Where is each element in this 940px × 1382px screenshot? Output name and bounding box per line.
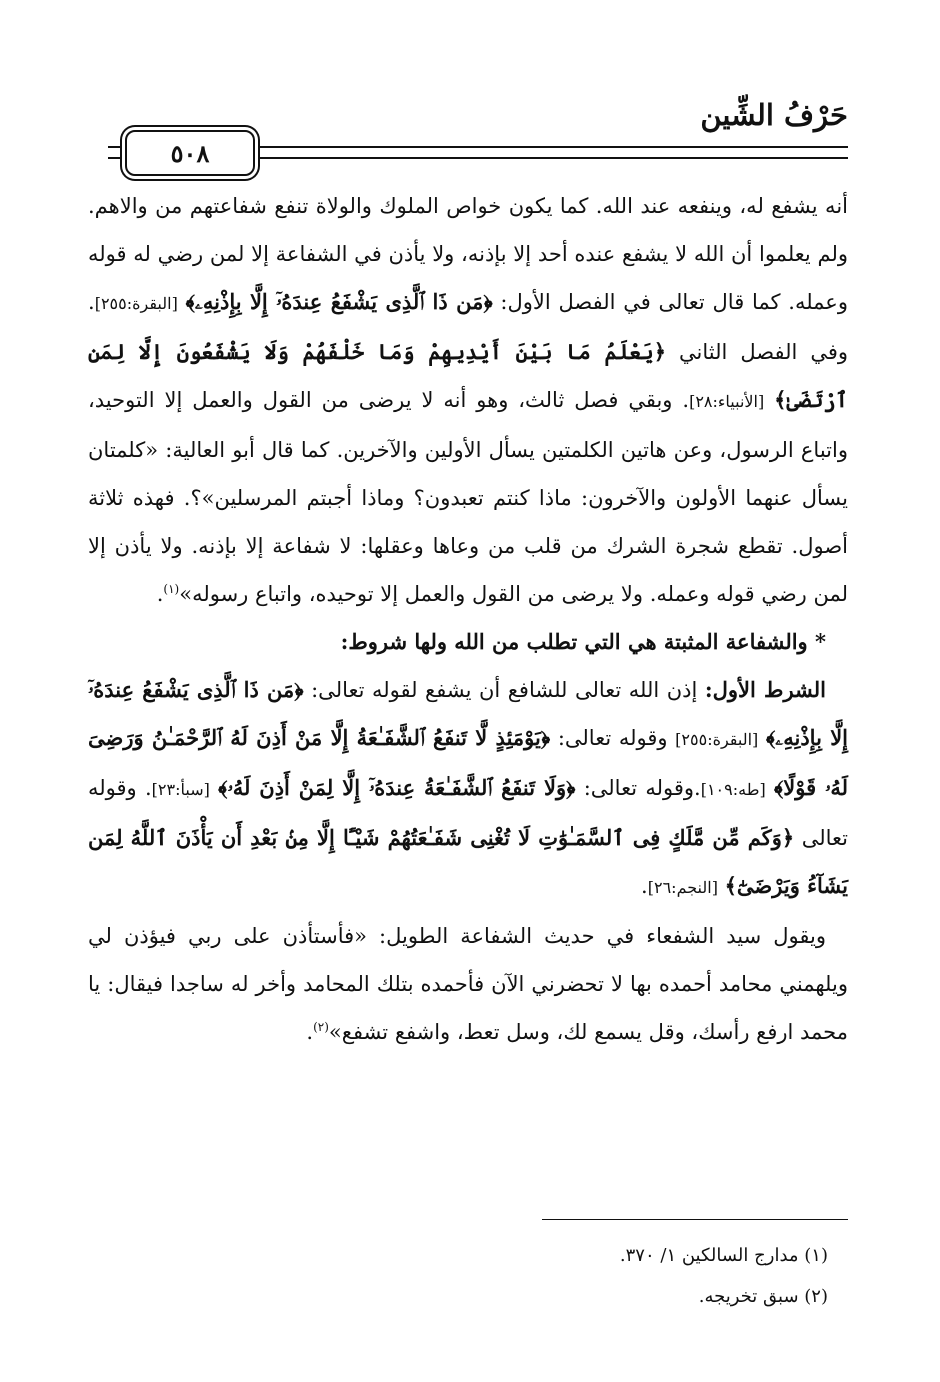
- verse-reference: [سبأ:٢٣]: [151, 780, 210, 799]
- footnotes: [620, 1235, 828, 1317]
- condition-label: الشرط الأول:: [704, 677, 826, 702]
- verse-reference: [طه:١٠٩]: [700, 780, 766, 799]
- footnote-marker[interactable]: (١): [163, 582, 180, 596]
- text-segment: ويقول سيد الشفعاء في حديث الشفاعة الطويل: «فأستأذن على ربي فيؤذن لي ويلهمني محامد أحمده بها لا تحضرني الآن فأحمده بتلك المحامد وأخر له ساجدا فيقال: يا محمد ارفع رأسك، وقل يسمع لك، وسل تعط، واشفع تشفع»: [88, 924, 848, 1044]
- text-segment: . وفي الفصل الثاني: [88, 290, 849, 364]
- paragraph-2: [88, 666, 848, 912]
- quran-verse: ﴿مَن ذَا ٱلَّذِى يَشْفَعُ عِندَهُۥٓ إِلَّا بِإِذْنِهِۦ﴾: [88, 677, 849, 750]
- footnote-marker[interactable]: (٢): [313, 1020, 329, 1034]
- quran-verse: ﴿يَعْلَمُ مَا بَيْنَ أَيْدِيهِمْ وَمَا خَلْفَهُمْ وَلَا يَشْفَعُونَ إِلَّا لِمَنِ ٱرْتَضَىٰ﴾: [88, 339, 848, 412]
- text-segment: . وبقي فصل ثالث، وهو أنه لا يرضى من القول والعمل إلا التوحيد، واتباع الرسول، وعن هاتين الكلمتين يسأل الأولين والآخرين. كما قال أبو العالية: «كلمتان يسأل عنهما الأولون والآخرون: ماذا كنتم تعبدون؟ وماذا أجبتم المرسلين»؟. فهذه ثلاثة أصول. تقطع شجرة الشرك من قلب من وعاها وعقلها: لا شفاعة إلا بإذنه. ولا يأذن إلا لمن رضي قوله وعمله. ولا يرضى من القول والعمل إلا توحيده، واتباع رسوله»: [88, 388, 848, 606]
- text-segment: إذن الله تعالى للشافع أن يشفع لقوله تعالى:: [311, 678, 705, 702]
- verse-reference: [البقرة:٢٥٥]: [675, 730, 759, 749]
- header-double-rule-end: [108, 146, 122, 159]
- main-text: [88, 182, 848, 1056]
- paragraph-1: [88, 182, 848, 618]
- verse-reference: [النجم:٢٦]: [647, 878, 718, 897]
- verse-reference: [الأنبياء:٢٨]: [689, 392, 765, 411]
- punctuation: .: [306, 1020, 314, 1044]
- running-title: حَرْفُ الشِّين: [700, 98, 848, 132]
- punctuation: .: [156, 582, 164, 606]
- footnote-separator: [542, 1219, 848, 1220]
- quran-verse: ﴿مَن ذَا ٱلَّذِى يَشْفَعُ عِندَهُۥٓ إِلَّا بِإِذْنِهِۦ﴾: [185, 289, 493, 314]
- text-segment: .وقوله تعالى:: [583, 776, 701, 800]
- punctuation: .: [641, 874, 648, 898]
- text-segment: . وقوله تعالى: [88, 776, 848, 850]
- quran-verse: ﴿وَلَا تَنفَعُ ٱلشَّفَـٰعَةُ عِندَهُۥٓ إِلَّا لِمَنْ أَذِنَ لَهُۥ﴾: [218, 775, 576, 800]
- paragraph-3: [88, 912, 848, 1056]
- text-segment: أنه يشفع له، وينفعه عند الله. كما يكون خواص الملوك والولاة تنفع شفاعتهم من والاهم. ولم يعلموا أن الله لا يشفع عنده أحد إلا بإذنه، ولا يأذن في الشفاعة إلا لمن رضي له قوله وعمله. كما قال تعالى في الفصل الأول:: [88, 194, 848, 314]
- header-double-rule: [260, 146, 848, 159]
- quran-verse: ﴿يَوْمَئِذٍ لَّا تَنفَعُ ٱلشَّفَـٰعَةُ إِلَّا مَنْ أَذِنَ لَهُ ٱلرَّحْمَـٰنُ وَرَضِىَ لَهُۥ قَوْلًا﴾: [88, 725, 848, 800]
- footnote-1: (١) مدارج السالكين ١/ ٣٧٠.: [619, 1245, 828, 1266]
- section-heading: * والشفاعة المثبتة هي التي تطلب من الله ولها شروط:: [340, 629, 826, 654]
- page-number-box: [125, 130, 255, 176]
- footnote-2: (٢) سبق تخريجه.: [698, 1286, 828, 1307]
- text-segment: وقوله تعالى:: [557, 726, 676, 750]
- verse-reference: [البقرة:٢٥٥]: [94, 294, 178, 313]
- quran-verse: ﴿وَكَم مِّن مَّلَكٍ فِى ٱلسَّمَـٰوَٰتِ لَا تُغْنِى شَفَـٰعَتُهُمْ شَيْـًٔا إِلَّا مِنۢ بَعْدِ أَن يَأْذَنَ ٱللَّهُ لِمَن يَشَآءُ وَيَرْضَىٰٓ﴾: [88, 825, 848, 898]
- page-number: ٥٠٨: [170, 138, 210, 168]
